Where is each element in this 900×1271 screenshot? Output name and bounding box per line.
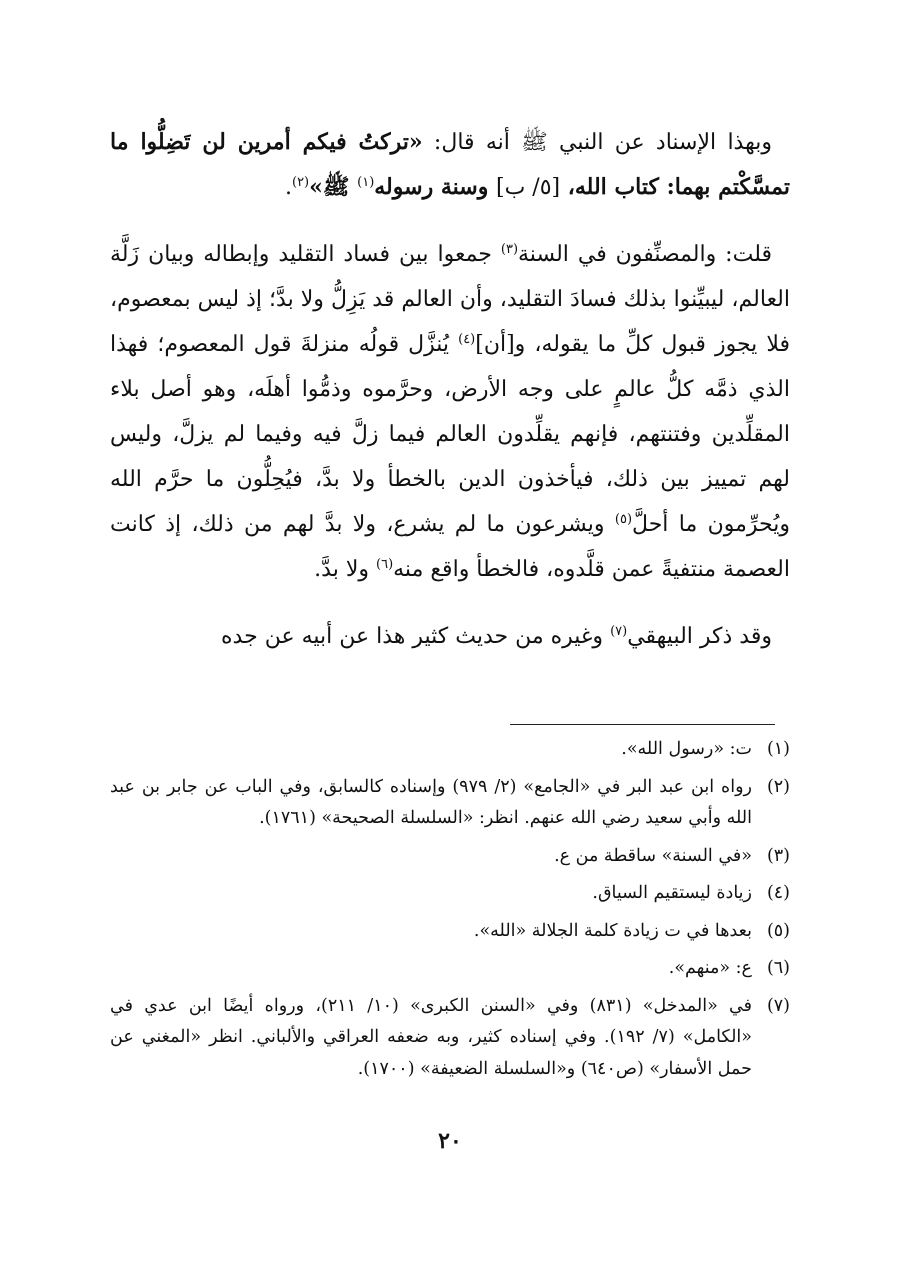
p3-part-2: وغيره من حديث كثير هذا عن أبيه عن جده: [221, 624, 611, 649]
footnote-number: (٥): [766, 920, 790, 941]
p1-folio-marker: [٥/ ب]: [496, 175, 561, 200]
footnote-number: (٧): [766, 995, 790, 1016]
p2-part-5: ولا بدَّ.: [314, 557, 376, 582]
footnote-separator: [510, 724, 775, 725]
footnote-text: «في السنة» ساقطة من ع.: [554, 845, 752, 866]
footnote-ref-3[interactable]: (٣): [500, 242, 519, 257]
p1-intro: وبهذا الإسناد عن النبي ﷺ أنه قال:: [422, 130, 772, 155]
footnote-number: (٣): [766, 845, 790, 866]
footnote-text: زيادة ليستقيم السياق.: [592, 883, 752, 903]
footnote-number: (٤): [766, 883, 790, 903]
footnote-ref-1[interactable]: (١): [357, 175, 375, 190]
footnote-number: (٦): [766, 958, 790, 978]
footnotes-section: [110, 734, 790, 1091]
footnote-text: في «المدخل» (٨٣١) وفي «السنن الكبرى» (١٠/ ٢١١)، ورواه أيضًا ابن عدي في «الكامل» (٧/ ١٩٢). وفي إسناده كثير، وبه ضعفه العراقي والألباني. انظر «المغني عن حمل الأسفار» (ص٦٤٠) و«السلسلة الضعيفة» (١٧٠٠).: [110, 995, 753, 1079]
footnote-text: ع: «منهم».: [668, 958, 752, 978]
footnote-ref-2[interactable]: (٢): [291, 175, 310, 190]
page-number: ٢٠: [438, 1128, 462, 1154]
footnote-ref-7[interactable]: (٧): [610, 624, 628, 639]
footnote-2: [110, 772, 790, 835]
footnote-ref-6[interactable]: (٦): [376, 557, 394, 572]
p2-part-1: قلت: والمصنِّفون في السنة: [518, 242, 772, 267]
footnote-3: [110, 841, 790, 873]
footnote-6: [110, 953, 790, 985]
paragraph-1: [110, 120, 790, 210]
footnote-4: [110, 878, 790, 910]
footnote-ref-5[interactable]: (٥): [614, 512, 633, 527]
p1-hadith: «تركتُ فيكم أمرين لن تَضِلُّوا ما تمسَّكْتم بهما: كتاب الله،: [110, 129, 790, 200]
footnote-text: ت: «رسول الله».: [621, 739, 752, 759]
footnote-text: بعدها في ت زيادة كلمة الجلالة «الله».: [473, 920, 752, 941]
footnote-ref-4[interactable]: (٤): [458, 332, 476, 347]
paragraph-3: [110, 614, 790, 659]
p2-part-3: يُنزَّل قولُه منزلةَ قول المعصوم؛ فهذا الذي ذمَّه كلُّ عالمٍ على وجه الأرض، وحرَّموه وذمُّوا أهلَه، وهو أصل بلاء المقلِّدين وفتنتهم، فإنهم يقلِّدون العالم فيما زلَّ فيه وفيما لم يزلَّ، وليس لهم تمييز بين ذلك، فيأخذون الدين بالخطأ ولا بدَّ، فيُحِلُّون ما حرَّم الله ويُحرِّمون ما أحلَّ: [110, 332, 791, 537]
p1-hadith-end: وسنة رسوله: [374, 174, 496, 200]
footnote-7: [110, 991, 790, 1086]
p2-part-4: ويشرعون ما لم يشرع، ولا بدَّ لهم من ذلك، إذ كانت العصمة منتفيةً عمن قلَّدوه، فالخطأ واقع منه: [110, 512, 790, 582]
footnote-5: [110, 916, 790, 948]
footnote-number: (١): [766, 739, 790, 759]
p2-part-2: جمعوا بين فساد التقليد وإبطاله وبيان زَلَّة العالم، ليبيِّنوا بذلك فسادَ التقليد، وأن العالم قد يَزِلُّ ولا بدَّ؛ إذ ليس بمعصوم، فلا يجوز قبول كلِّ ما يقوله، و[أن]: [110, 242, 790, 357]
p1-salutation: ﷺ»: [309, 174, 358, 200]
footnote-1: [110, 734, 790, 766]
p3-part-1: وقد ذكر البيهقي: [627, 624, 772, 649]
footnote-text: رواه ابن عبد البر في «الجامع» (٢/ ٩٧٩) وإسناده كالسابق، وفي الباب عن جابر بن عبد الله وأبي سعيد رضي الله عنهم. انظر: «السلسلة الصحيحة» (١٧٦١).: [110, 776, 752, 828]
paragraph-2: [110, 232, 790, 592]
main-text: [110, 120, 790, 681]
footnote-number: (٢): [766, 776, 790, 797]
p1-period: .: [284, 175, 292, 200]
